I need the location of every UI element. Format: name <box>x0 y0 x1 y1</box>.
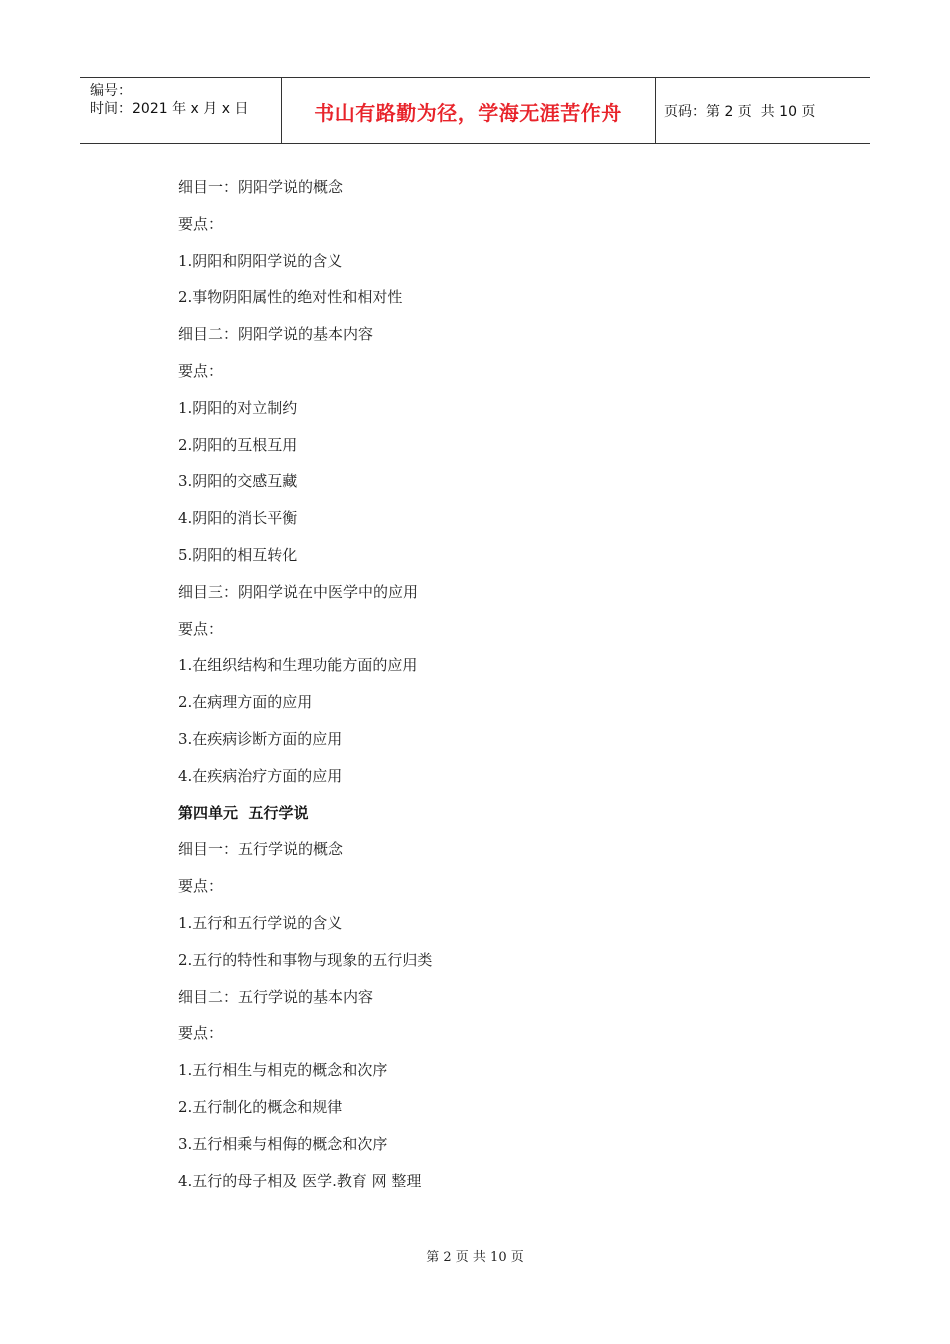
body-line: 细目一：五行学说的概念 <box>178 840 344 859</box>
body-line: 要点： <box>178 1024 224 1043</box>
header-motto: 书山有路勤为径，学海无涯苦作舟 <box>314 100 622 125</box>
body-line: 要点： <box>178 361 224 380</box>
body-line: 细目二：阴阳学说的基本内容 <box>178 325 374 344</box>
document-body <box>178 175 818 1205</box>
body-line: 1.阴阳的对立制约 <box>178 398 298 417</box>
body-line: 要点： <box>178 214 224 233</box>
page-header <box>80 77 870 144</box>
body-line: 1.在组织结构和生理功能方面的应用 <box>178 656 418 675</box>
body-line: 要点： <box>178 619 224 638</box>
body-line: 2.五行的特性和事物与现象的五行归类 <box>178 950 433 969</box>
body-line: 4.五行的母子相及 医学.教育 网 整理 <box>178 1171 422 1190</box>
body-line: 1.阴阳和阴阳学说的含义 <box>178 251 343 270</box>
document-number-label: 编号： <box>90 83 132 99</box>
body-line: 要点： <box>178 877 224 896</box>
page-footer: 第 2 页 共 10 页 <box>426 1250 524 1265</box>
body-line: 2.事物阴阳属性的绝对性和相对性 <box>178 288 403 307</box>
body-line: 细目二：五行学说的基本内容 <box>178 987 374 1006</box>
body-line: 4.在疾病治疗方面的应用 <box>178 766 343 785</box>
body-line: 3.阴阳的交感互藏 <box>178 472 298 491</box>
header-page-info: 页码：第 2 页 共 10 页 <box>664 104 816 120</box>
header-meta <box>90 82 280 118</box>
body-line: 2.阴阳的互根互用 <box>178 435 298 454</box>
body-line: 1.五行相生与相克的概念和次序 <box>178 1061 388 1080</box>
body-line: 3.在疾病诊断方面的应用 <box>178 729 343 748</box>
body-line: 细目一：阴阳学说的概念 <box>178 178 344 196</box>
body-line: 2.五行制化的概念和规律 <box>178 1097 343 1116</box>
body-line: 5.阴阳的相互转化 <box>178 545 298 564</box>
header-divider-right <box>655 78 656 144</box>
body-line: 3.五行相乘与相侮的概念和次序 <box>178 1134 388 1153</box>
body-line: 1.五行和五行学说的含义 <box>178 913 343 932</box>
body-line: 2.在病理方面的应用 <box>178 693 313 712</box>
section-heading: 第四单元 五行学说 <box>178 803 309 822</box>
document-date-label: 时间：2021 年 x 月 x 日 <box>90 101 249 117</box>
body-line: 细目三：阴阳学说在中医学中的应用 <box>178 582 419 601</box>
body-line: 4.阴阳的消长平衡 <box>178 509 298 528</box>
